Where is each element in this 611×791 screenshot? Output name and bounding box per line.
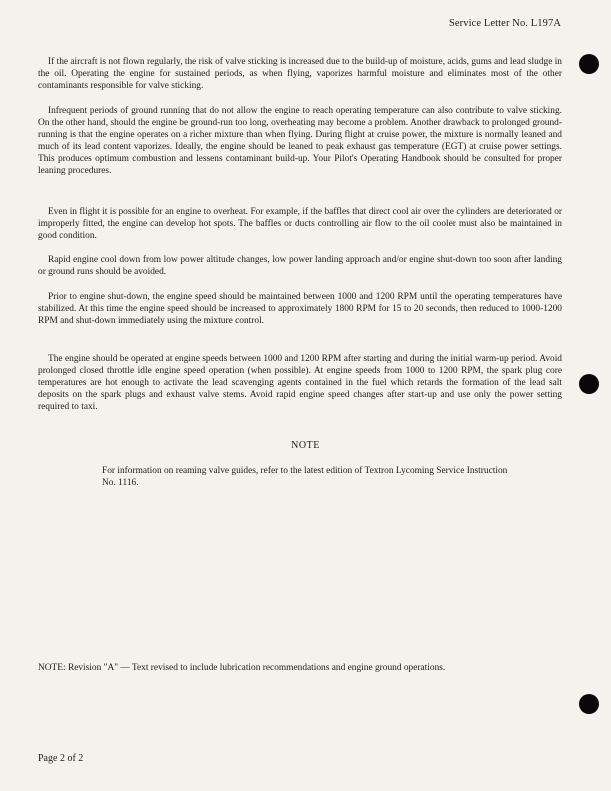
- paragraph-valve-sticking: If the aircraft is not flown regularly, the risk of valve sticking is increased due to the build-up of moisture, acids, gums and lead sludge in the oil. Operating the engine for sustained periods, as when flying, vaporizes harmful moisture and eliminates most of the other contaminants responsible for valve sticking.: [38, 57, 562, 91]
- revision-note: NOTE: Revision "A" — Text revised to include lubrication recommendations and engine ground operations.: [38, 663, 446, 673]
- binder-hole-top: [579, 54, 599, 74]
- note-heading: NOTE: [291, 440, 320, 451]
- paragraph-ground-running: Infrequent periods of ground running that do not allow the engine to reach operating temperature can also contribute to valve sticking. On the other hand, should the engine be ground-run too long, overheating may become a problem. Another drawback to prolonged ground-running is that the engine operates on a richer mixture than when flying. During flight at cruise power, the mixture is normally leaned and much of its lead content vaporizes. Ideally, the engine should be leaned to peak exhaust gas temperature (EGT) at cruise power settings. This produces optimum combustion and lessens contaminant build-up. Your Pilot's Operating Handbook should be consulted for proper leaning procedures.: [38, 106, 562, 176]
- paragraph-warm-up-operation: The engine should be operated at engine speeds between 1000 and 1200 RPM after starting and during the initial warm-up period. Avoid prolonged closed throttle idle engine speed operation (when possible). At engine speeds from 1000 to 1200 RPM, the spark plug core temperatures are hot enough to activate the lead scavenging agents contained in the fuel which retards the formation of the lead salt deposits on the spark plugs and exhaust valve stems. Avoid rapid engine speed changes after start-up and use only the power setting required to taxi.: [38, 354, 562, 412]
- page-number: Page 2 of 2: [38, 753, 84, 764]
- binder-hole-middle: [579, 374, 599, 394]
- service-letter-number: Service Letter No. L197A: [448, 18, 561, 29]
- paragraph-shut-down-procedure: Prior to engine shut-down, the engine speed should be maintained between 1000 and 1200 RPM until the operating temperatures have stabilized. At this time the engine speed should be increased to approximately 1800 RPM for 15 to 20 seconds, then reduced to 1000-1200 RPM and shut-down immediately using the mixture control.: [38, 292, 562, 326]
- binder-hole-bottom: [579, 694, 599, 714]
- paragraph-in-flight-overheat: Even in flight it is possible for an engine to overheat. For example, if the baffles that direct cool air over the cylinders are deteriorated or improperly fitted, the engine can develop hot spots. The baffles or ducts controlling air flow to the oil cooler must also be maintained in good condition.: [38, 207, 562, 241]
- paragraph-rapid-cool-down: Rapid engine cool down from low power altitude changes, low power landing approach and/or engine shut-down too soon after landing or ground runs should be avoided.: [38, 255, 562, 277]
- note-text: For information on reaming valve guides, refer to the latest edition of Textron Lycoming Service Instruction No. 1116.: [102, 466, 508, 488]
